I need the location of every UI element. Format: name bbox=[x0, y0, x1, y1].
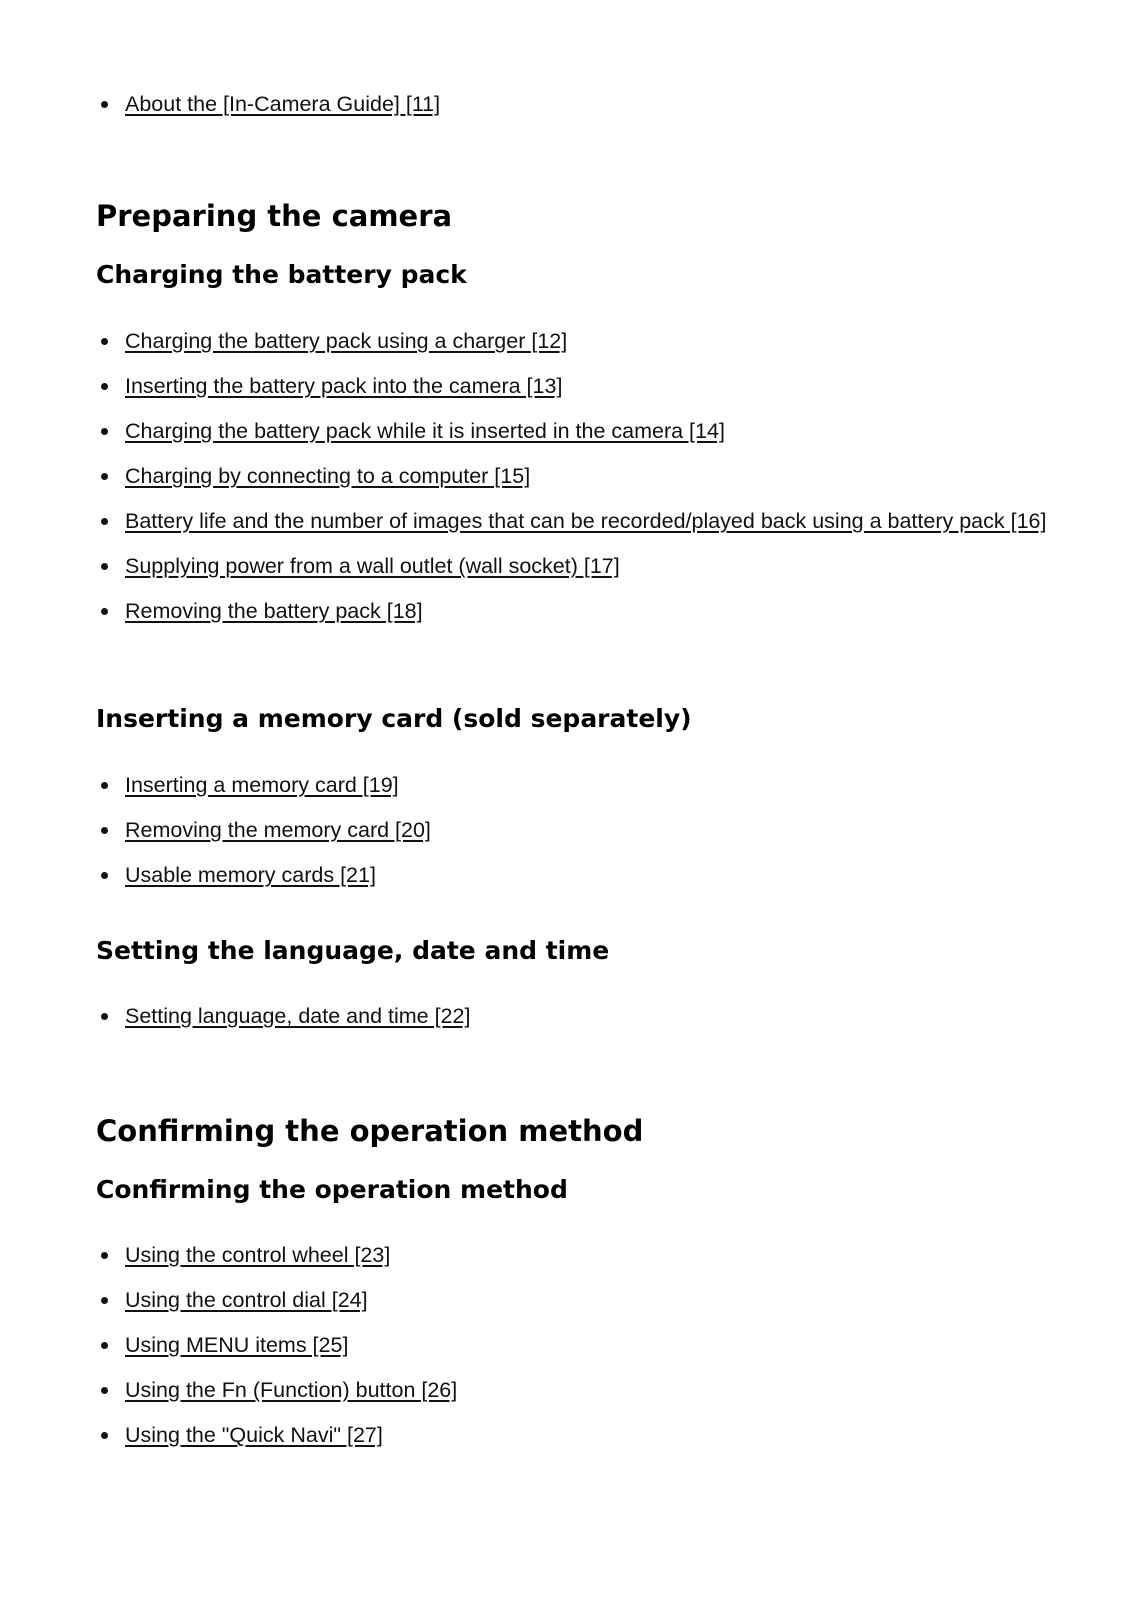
bullet-icon bbox=[101, 518, 108, 525]
toc-link[interactable]: Using the control dial [24] bbox=[125, 1288, 368, 1312]
bullet-icon bbox=[101, 101, 108, 108]
toc-link[interactable]: Inserting a memory card [19] bbox=[125, 773, 399, 797]
toc-link[interactable]: Charging the battery pack using a charger [12] bbox=[125, 329, 568, 353]
toc-link[interactable]: About the [In-Camera Guide] [11] bbox=[125, 92, 441, 116]
section-heading: Preparing the camera bbox=[96, 199, 453, 233]
list-item bbox=[96, 813, 431, 847]
subsection-heading: Inserting a memory card (sold separately) bbox=[96, 704, 692, 733]
bullet-icon bbox=[101, 782, 108, 789]
list-item bbox=[96, 1418, 457, 1452]
bullet-icon bbox=[101, 383, 108, 390]
list-item bbox=[96, 594, 1046, 628]
bullet-icon bbox=[101, 872, 108, 879]
list-item bbox=[96, 999, 470, 1033]
toc-link-list bbox=[96, 999, 470, 1033]
bullet-icon bbox=[101, 1387, 108, 1394]
list-item bbox=[96, 1328, 457, 1362]
bullet-icon bbox=[101, 827, 108, 834]
toc-link-list bbox=[96, 1238, 457, 1452]
list-item bbox=[96, 768, 431, 802]
list-item bbox=[96, 1283, 457, 1317]
bullet-icon bbox=[101, 563, 108, 570]
toc-link-list bbox=[96, 768, 431, 892]
bullet-icon bbox=[101, 338, 108, 345]
toc-link[interactable]: Inserting the battery pack into the camera [13] bbox=[125, 374, 563, 398]
bullet-icon bbox=[101, 1013, 108, 1020]
toc-link[interactable]: Charging by connecting to a computer [15] bbox=[125, 464, 531, 488]
bullet-icon bbox=[101, 1297, 108, 1304]
toc-link[interactable]: Using the control wheel [23] bbox=[125, 1243, 391, 1267]
bullet-icon bbox=[101, 1342, 108, 1349]
list-item bbox=[96, 87, 440, 121]
list-item bbox=[96, 324, 1046, 358]
toc-link[interactable]: Using the Fn (Function) button [26] bbox=[125, 1378, 458, 1402]
subsection-heading: Charging the battery pack bbox=[96, 260, 467, 289]
bullet-icon bbox=[101, 473, 108, 480]
list-item bbox=[96, 549, 1046, 583]
bullet-icon bbox=[101, 608, 108, 615]
list-item bbox=[96, 414, 1046, 448]
toc-link[interactable]: Removing the battery pack [18] bbox=[125, 599, 423, 623]
intro-link-list bbox=[96, 87, 440, 121]
section-heading: Confirming the operation method bbox=[96, 1114, 644, 1148]
toc-link[interactable]: Supplying power from a wall outlet (wall socket) [17] bbox=[125, 554, 620, 578]
bullet-icon bbox=[101, 1252, 108, 1259]
list-item bbox=[96, 1238, 457, 1272]
toc-link[interactable]: Removing the memory card [20] bbox=[125, 818, 431, 842]
toc-link[interactable]: Using MENU items [25] bbox=[125, 1333, 349, 1357]
toc-link-list bbox=[96, 324, 1046, 628]
toc-link[interactable]: Usable memory cards [21] bbox=[125, 863, 376, 887]
list-item bbox=[96, 504, 1046, 538]
toc-link[interactable]: Setting language, date and time [22] bbox=[125, 1004, 471, 1028]
list-item bbox=[96, 459, 1046, 493]
toc-link[interactable]: Using the "Quick Navi" [27] bbox=[125, 1423, 383, 1447]
list-item bbox=[96, 858, 431, 892]
subsection-heading: Setting the language, date and time bbox=[96, 936, 610, 965]
bullet-icon bbox=[101, 428, 108, 435]
subsection-heading: Confirming the operation method bbox=[96, 1175, 568, 1204]
toc-link[interactable]: Charging the battery pack while it is inserted in the camera [14] bbox=[125, 419, 725, 443]
bullet-icon bbox=[101, 1432, 108, 1439]
list-item bbox=[96, 1373, 457, 1407]
toc-link[interactable]: Battery life and the number of images that can be recorded/played back using a battery pack [16] bbox=[125, 509, 1047, 533]
list-item bbox=[96, 369, 1046, 403]
